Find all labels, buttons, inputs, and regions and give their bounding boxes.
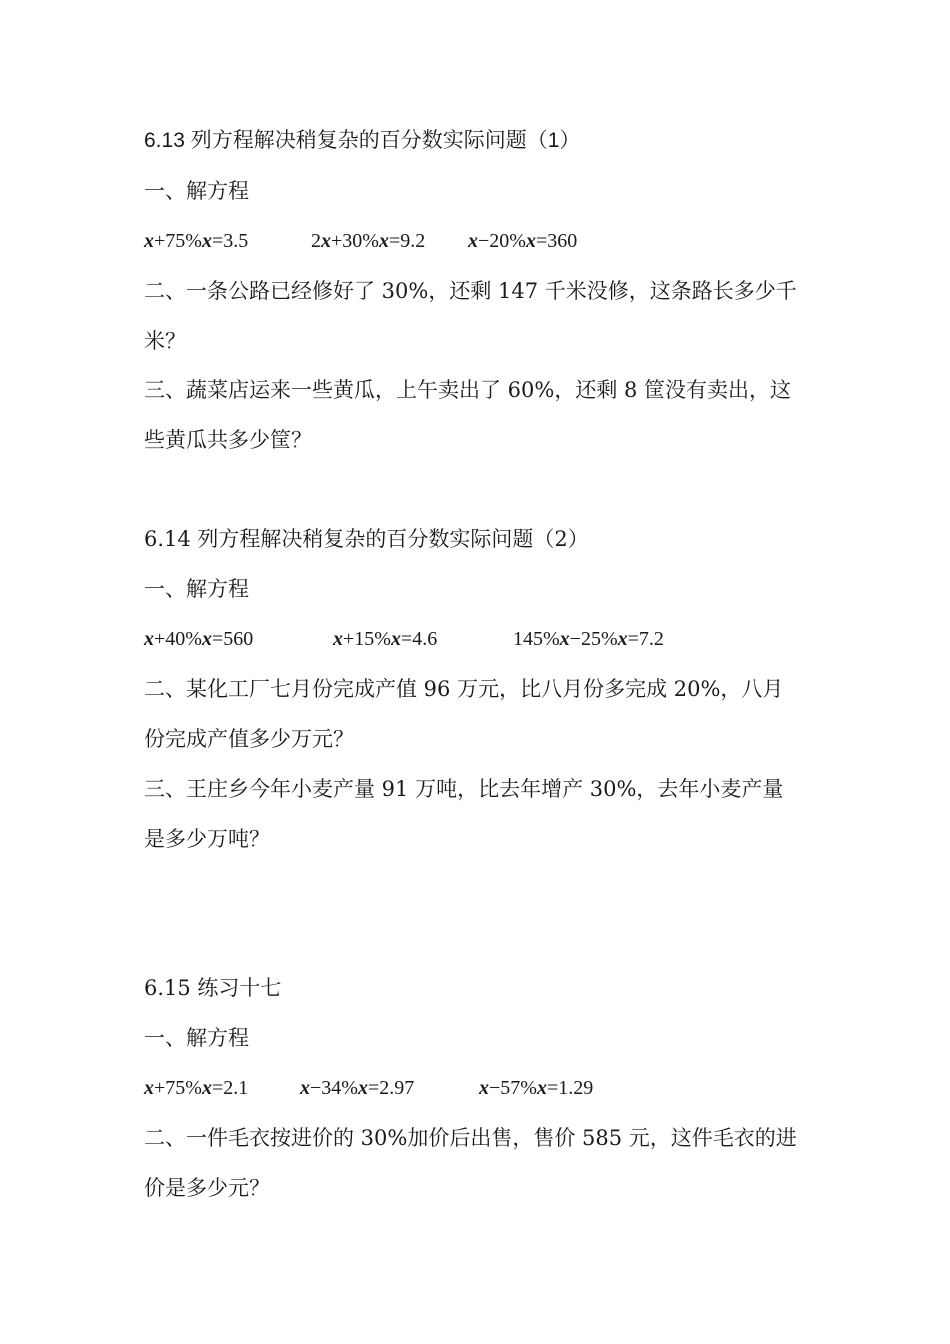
equation: x+75%x=2.1 (144, 1077, 249, 1099)
equation: x−57%x=1.29 (479, 1077, 594, 1099)
section-6-13-part1-label: 一、解方程 (144, 179, 249, 203)
section-6-15-problem-2-line-1: 二、一件毛衣按进价的 30%加价后出售，售价 585 元，这件毛衣的进 (144, 1126, 797, 1150)
equation: x+40%x=560 (144, 628, 254, 650)
section-title-6-14: 6.14 列方程解决稍复杂的百分数实际问题（2） (144, 527, 589, 551)
section-6-14-problem-3-line-1: 三、王庄乡今年小麦产量 91 万吨，比去年增产 30%，去年小麦产量 (144, 777, 784, 801)
section-6-14-problem-2-line-1: 二、某化工厂七月份完成产值 96 万元，比八月份多完成 20%，八月 (144, 677, 784, 701)
section-6-14-problem-3-line-2: 是多少万吨？ (144, 827, 270, 851)
section-6-13-problem-2-line-2: 米？ (144, 329, 186, 353)
equation: x−34%x=2.97 (300, 1077, 415, 1099)
section-6-14-part1-label: 一、解方程 (144, 577, 249, 601)
section-6-15-problem-2-line-2: 价是多少元？ (144, 1176, 270, 1200)
equation: x−20%x=360 (468, 230, 578, 252)
section-6-15-part1-label: 一、解方程 (144, 1026, 249, 1050)
section-6-13-problem-2-line-1: 二、一条公路已经修好了 30%，还剩 147 千米没修，这条路长多少千 (144, 279, 797, 303)
section-6-13-problem-3-line-2: 些黄瓜共多少筐？ (144, 428, 312, 452)
section-title-6-13: 6.13 列方程解决稍复杂的百分数实际问题（1） (144, 129, 581, 152)
equation: 2x+30%x=9.2 (311, 230, 426, 252)
section-title-6-15: 6.15 练习十七 (144, 976, 282, 1000)
section-6-13-problem-3-line-1: 三、蔬菜店运来一些黄瓜，上午卖出了 60%，还剩 8 筐没有卖出，这 (144, 378, 792, 402)
equation: 145%x−25%x=7.2 (513, 628, 664, 650)
equation: x+15%x=4.6 (333, 628, 438, 650)
equation: x+75%x=3.5 (144, 230, 249, 252)
section-6-14-problem-2-line-2: 份完成产值多少万元？ (144, 727, 354, 751)
